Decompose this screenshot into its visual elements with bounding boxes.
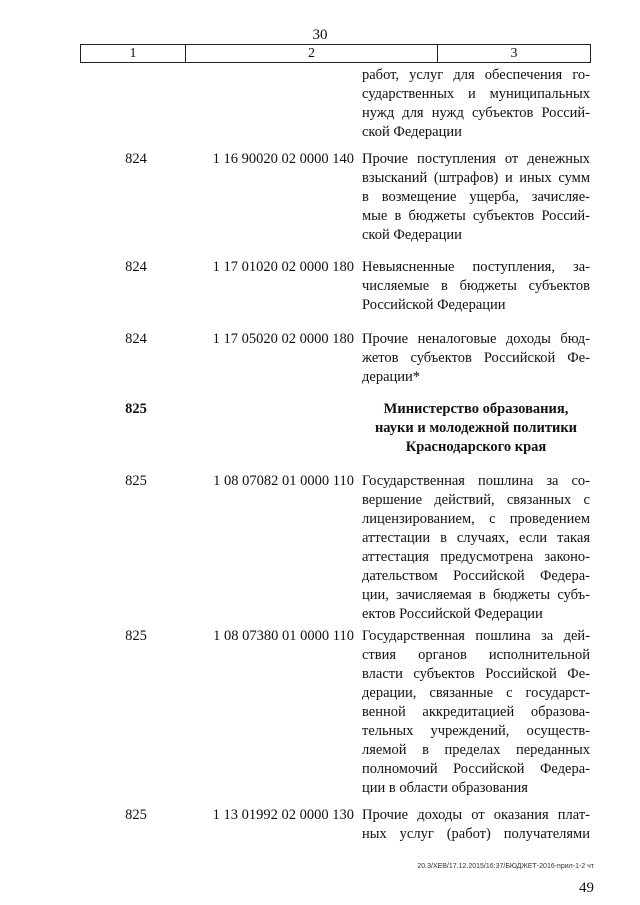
heading-line: науки и молодежной политики: [374, 420, 578, 436]
description-line: ции, зачисляемая в бюджеты субъ-: [362, 587, 590, 603]
continuation-description: [362, 66, 590, 142]
description-line: дерации*: [362, 369, 421, 385]
income-description: [362, 258, 590, 315]
budget-classification-code: 1 16 90020 02 0000 140: [212, 151, 354, 167]
description-line: в возмещение ущерба, зачисляе-: [362, 189, 590, 205]
description-line: вершение действий, связанных с: [362, 492, 590, 508]
description-line: Прочие поступления от денежных: [362, 151, 590, 167]
description-line: ции в области образования: [362, 780, 528, 796]
description-line: ской Федерации: [362, 124, 462, 140]
description-line: дательством Российской Федера-: [362, 568, 590, 584]
description-line: взысканий (штрафов) и иных сумм: [362, 170, 590, 186]
description-line: сударственных и муниципальных: [362, 86, 590, 102]
description-line: Государственная пошлина за дей-: [362, 628, 590, 644]
column-header-1: 1: [81, 45, 186, 62]
description-line: Невыясненные поступления, за-: [362, 259, 590, 275]
income-description: [362, 627, 590, 798]
page-number-top: 30: [312, 27, 328, 43]
description-line: ных услуг (работ) получателями: [362, 826, 590, 842]
document-footer-stamp: 20.3/ХЕВ/17.12.2015/16:37/БЮДЖЕТ-2016-прил-1-2 чт: [417, 863, 594, 870]
description-line: Российской Федерации: [362, 297, 506, 313]
page-number-bottom: 49: [579, 880, 594, 896]
income-description: [362, 472, 590, 624]
description-line: тельных учреждений, осуществ-: [362, 723, 590, 739]
budget-classification-code: 1 08 07082 01 0000 110: [213, 473, 354, 489]
description-line: Прочие неналоговые доходы бюд-: [362, 331, 590, 347]
budget-classification-code: 1 17 01020 02 0000 180: [212, 259, 354, 275]
income-description: [362, 150, 590, 245]
heading-line: Министерство образования,: [383, 401, 569, 417]
column-header-2: 2: [186, 45, 438, 62]
description-line: дерации, связанные с государст-: [362, 685, 590, 701]
description-line: аттестации в случаях, если такая: [362, 530, 590, 546]
description-line: нужд для нужд субъектов Россий-: [362, 105, 590, 121]
description-line: работ, услуг для обеспечения го-: [362, 67, 590, 83]
admin-code: 825: [125, 628, 147, 644]
income-description: [362, 806, 590, 844]
description-line: власти субъектов Российской Фе-: [362, 666, 590, 682]
description-line: аттестация предусмотрена законо-: [362, 549, 590, 565]
admin-code: 824: [125, 331, 147, 347]
budget-classification-code: 1 17 05020 02 0000 180: [212, 331, 354, 347]
admin-code: 825: [125, 473, 147, 489]
description-line: ектов Российской Федерации: [362, 606, 543, 622]
heading-line: Краснодарского края: [405, 439, 547, 455]
description-line: Государственная пошлина за со-: [362, 473, 590, 489]
description-line: ской Федерации: [362, 227, 462, 243]
description-line: Прочие доходы от оказания плат-: [362, 807, 590, 823]
admin-code: 825: [125, 401, 147, 417]
admin-code: 824: [125, 259, 147, 275]
description-line: ствия органов исполнительной: [362, 647, 590, 663]
description-line: мые в бюджеты субъектов Россий-: [362, 208, 590, 224]
column-header-3: 3: [510, 46, 518, 61]
admin-code: 824: [125, 151, 147, 167]
ministry-heading: [362, 400, 590, 457]
income-description: [362, 330, 590, 387]
description-line: жетов субъектов Российской Фе-: [362, 350, 590, 366]
description-line: числяемые в бюджеты субъектов: [362, 278, 590, 294]
column-header-row: [80, 44, 591, 63]
description-line: полномочий Российской Федера-: [362, 761, 590, 777]
description-line: лицензированием, с проведением: [362, 511, 590, 527]
description-line: ляемой в пределах переданных: [362, 742, 590, 758]
description-line: венной аккредитацией образова-: [362, 704, 590, 720]
admin-code: 825: [125, 807, 147, 823]
budget-classification-code: 1 13 01992 02 0000 130: [212, 807, 354, 823]
budget-classification-code: 1 08 07380 01 0000 110: [213, 628, 354, 644]
